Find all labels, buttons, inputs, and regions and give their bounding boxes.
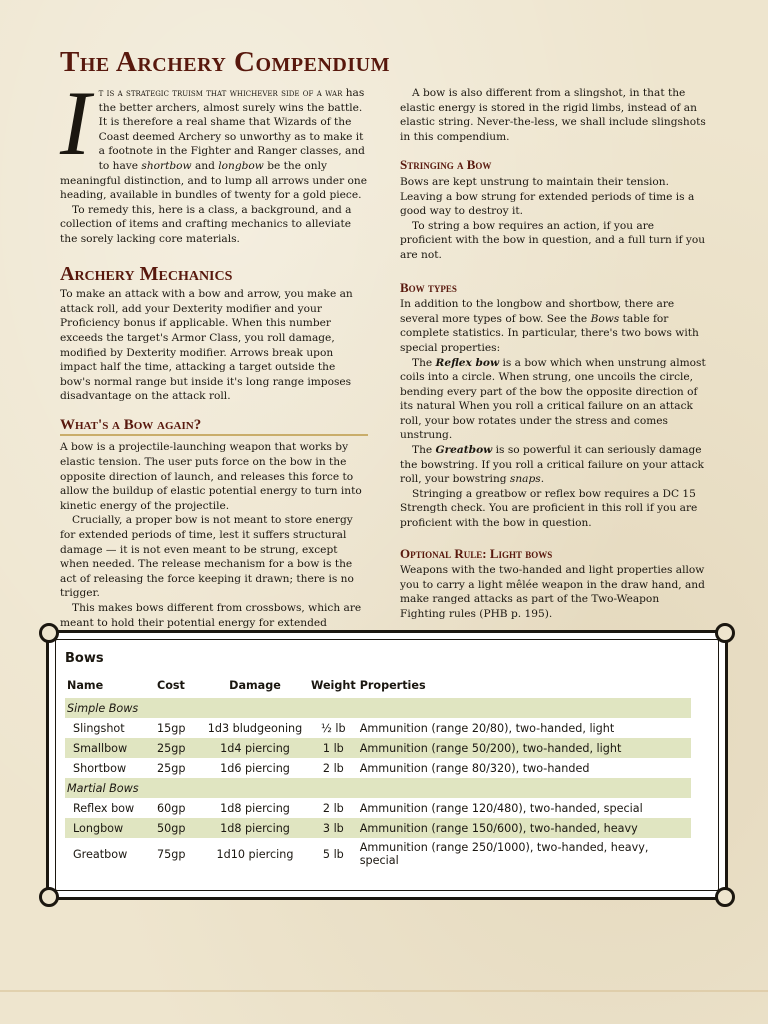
cell-name: Greatbow	[73, 847, 128, 861]
bow-types-paragraph-1: In addition to the longbow and shortbow, there are several more types of bow. See the Bows table for complete statistics. In particular, there's two bows with special properties:	[400, 298, 699, 354]
cell-cost: 50gp	[155, 818, 201, 838]
heading-archery-mechanics: Archery Mechanics	[60, 262, 233, 285]
cell-cost: 25gp	[155, 738, 201, 758]
bows-table	[65, 676, 691, 870]
intro-text: has the better archers, almost surely wins the battle. It is therefore a real shame that Wizards of the Coast deemed Archery so unworthy as to make it a footnote in the Fighter and Ranger classes, and to have	[98, 87, 365, 172]
cell-properties: Ammunition (range 80/320), two-handed	[359, 761, 590, 775]
bows-table-wrap	[65, 651, 711, 870]
bow-paragraph-4: A bow is also different from a slingshot, in that the elastic energy is stored in the rigid limbs, instead of an elastic string. Never-the-less, we shall include slingshots in this compendium.	[400, 87, 706, 143]
bow-types-paragraph-2: The Reflex bow is a bow which when unstrung almost coils into a circle. When strung, one uncoils the circle, bending every part of the bow the opposite direction of its natural When you roll a critical failure on an attack roll, your bow rotates under the stress and comes unstrung.	[400, 356, 706, 442]
table-row	[65, 798, 691, 818]
cell-name: Slingshot	[73, 721, 125, 735]
cell-name: Smallbow	[65, 738, 155, 758]
cell-name: Longbow	[65, 818, 155, 838]
mechanics-paragraph: To make an attack with a bow and arrow, you make an attack roll, add your Dexterity modifier and your Proficiency bonus if applicable. When this number exceeds the target's Armor Class, you roll damage, modified by Dexterity modifier. Arrows break upon impact half the time, attacking a target outside the bow's normal range but inside it's long range imposes disadvantage on the attack roll.	[60, 288, 353, 403]
left-column	[60, 72, 368, 645]
heading-bow-types: Bow types	[400, 279, 457, 295]
cell-weight: 3 lb	[309, 818, 358, 838]
optional-paragraph: Weapons with the two-handed and light properties allow you to carry a light mêlée weapon in the draw hand, and make ranged attacks as part of the Two-Weapon Fighting rules (PHB p. 195).	[400, 564, 705, 620]
intro-shortbow: shortbow	[141, 159, 192, 172]
cell-cost: 25gp	[157, 761, 186, 775]
table-header-row	[65, 676, 691, 698]
cell-weight: 5 lb	[322, 847, 344, 861]
cell-weight: 2 lb	[322, 761, 344, 775]
category-martial: Martial Bows	[65, 778, 691, 798]
page-title: The Archery Compendium	[60, 46, 390, 78]
heading-stringing: Stringing a Bow	[400, 157, 492, 173]
cell-cost: 75gp	[157, 847, 186, 861]
intro-paragraph-2: To remedy this, here is a class, a background, and a collection of items and crafting mechanics to alleviate the sorely lacking core materials.	[60, 203, 352, 245]
bow-paragraph-2: Crucially, a proper bow is not meant to store energy for extended periods of time, lest it suffers structural damage — it is not even meant to be strung, except when needed. The release mechanism for a bow is the act of releasing the force keeping it drawn; there is no trigger.	[60, 514, 354, 600]
bow-types-paragraph-3: The Greatbow is so powerful it can seriously damage the bowstring. If you roll a critical failure on your attack roll, your bowstring snaps.	[400, 444, 704, 486]
cell-damage: 1d10 piercing	[216, 847, 294, 861]
table-title: Bows	[65, 651, 104, 666]
intro-longbow: longbow	[218, 159, 264, 172]
cell-damage: 1d8 piercing	[201, 818, 309, 838]
cell-name: Reflex bow	[73, 801, 135, 815]
drop-cap: I	[60, 72, 91, 174]
intro-end: be the only meaningful distinction, and to lump all arrows under one heading, available in bundles of twenty for a gold piece.	[60, 159, 367, 202]
heading-optional-rule: Optional Rule: Light bows	[400, 545, 553, 561]
cell-damage: 1d4 piercing	[201, 738, 309, 758]
stringing-paragraph-2: To string a bow requires an action, if you are proficient with the bow in question, and a full turn if you are not.	[400, 219, 706, 261]
right-column	[400, 86, 708, 622]
header-properties: Properties	[359, 679, 426, 692]
category-row	[65, 778, 691, 798]
table-row	[65, 738, 691, 758]
bow-paragraph-3: This makes bows different from crossbows, which are meant to hold their potential energy for extended	[60, 602, 362, 629]
stringing-paragraph-1: Bows are kept unstrung to maintain their tension. Leaving a bow strung for extended periods of time is a good way to destroy it.	[400, 175, 695, 218]
cell-properties: Ammunition (range 250/1000), two-handed, heavy, special	[359, 841, 649, 867]
bow-paragraph-1: A bow is a projectile-launching weapon that works by elastic tension. The user puts force on the bow in the opposite direction of launch, and releases this force to allow the buildup of elastic potential energy to turn into kinetic energy of the projectile.	[60, 441, 362, 512]
cell-cost: 15gp	[157, 721, 186, 735]
cell-weight: 1 lb	[309, 738, 358, 758]
frame-corner	[39, 887, 59, 907]
header-damage: Damage	[229, 679, 281, 692]
cell-damage: 1d6 piercing	[220, 761, 290, 775]
cell-damage: 1d8 piercing	[220, 801, 290, 815]
category-simple: Simple Bows	[65, 698, 691, 718]
header-weight: Weight	[311, 679, 356, 692]
header-cost: Cost	[157, 679, 185, 692]
frame-corner	[715, 887, 735, 907]
cell-properties: Ammunition (range 20/80), two-handed, light	[359, 721, 615, 735]
cell-properties: Ammunition (range 150/600), two-handed, heavy	[358, 818, 691, 838]
frame-corner	[715, 623, 735, 643]
table-row	[65, 718, 691, 738]
table-row	[65, 838, 691, 870]
cell-weight: 2 lb	[322, 801, 344, 815]
cell-properties: Ammunition (range 120/480), two-handed, special	[359, 801, 643, 815]
table-row	[65, 758, 691, 778]
cell-weight: ½ lb	[321, 721, 346, 735]
intro-paragraph	[60, 72, 368, 203]
bows-table-frame	[46, 630, 728, 900]
frame-corner	[39, 623, 59, 643]
cell-cost: 60gp	[157, 801, 186, 815]
cell-name: Shortbow	[73, 761, 127, 775]
footer-decoration	[0, 990, 768, 1012]
cell-properties: Ammunition (range 50/200), two-handed, light	[358, 738, 691, 758]
bow-types-paragraph-4: Stringing a greatbow or reflex bow requires a DC 15 Strength check. You are proficient in this roll if you are proficient with the bow in question.	[400, 487, 698, 530]
header-name: Name	[67, 679, 104, 692]
cell-damage: 1d3 bludgeoning	[207, 721, 303, 735]
table-row	[65, 818, 691, 838]
intro-lead-in: t is a strategic truism that whichever side of a war	[98, 87, 343, 99]
intro-and: and	[191, 159, 219, 172]
category-row	[65, 698, 691, 718]
heading-whats-a-bow: What's a Bow again?	[60, 418, 368, 437]
